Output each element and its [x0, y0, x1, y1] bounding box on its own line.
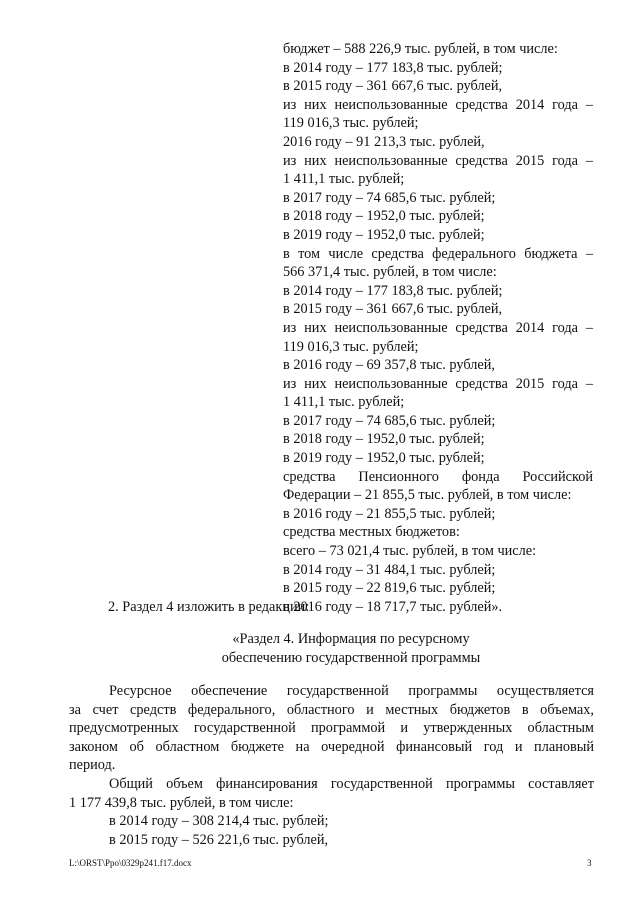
body-text-line: Общий объем финансирования государственной программы составляет — [109, 775, 594, 792]
body-text-line: предусмотренных государственной программой и утвержденных областным — [69, 720, 594, 737]
footer-file-path: L:\ORST\Ppo\0329p241.f17.docx — [69, 858, 192, 868]
body-text-line: Ресурсное обеспечение государственной программы осуществляется — [109, 683, 594, 699]
body-text-line: период. — [69, 757, 116, 774]
budget-list-line: в 2017 году – 74 685,6 тыс. рублей; — [283, 189, 496, 206]
budget-list-line: в 2016 году – 21 855,5 тыс. рублей; — [283, 505, 496, 522]
amendment-item-2: 2. Раздел 4 изложить в редакции: — [108, 599, 310, 615]
budget-list-line: в 2015 году – 22 819,6 тыс. рублей; — [283, 580, 496, 597]
section-heading-line: «Раздел 4. Информация по ресурсному — [232, 631, 470, 647]
budget-list-line: в 2015 году – 361 667,6 тыс. рублей, — [283, 78, 503, 95]
budget-list-line: 2016 году – 91 213,3 тыс. рублей, — [283, 133, 485, 150]
budget-list-line: 1 411,1 тыс. рублей; — [283, 171, 405, 188]
budget-breakdown-list — [283, 40, 593, 616]
budget-list-line: в 2016 году – 18 717,7 тыс. рублей». — [283, 598, 503, 615]
budget-list-line: средства местных бюджетов: — [283, 524, 460, 541]
budget-list-line: в 2014 году – 177 183,8 тыс. рублей; — [283, 282, 503, 299]
budget-list-line: в том числе средства федерального бюджета – — [283, 245, 593, 262]
budget-list-line: из них неиспользованные средства 2015 года – — [283, 152, 593, 169]
budget-list-line: Федерации – 21 855,5 тыс. рублей, в том числе: — [283, 487, 572, 504]
page-number: 3 — [587, 858, 592, 868]
body-text-line: в 2014 году – 308 214,4 тыс. рублей; — [109, 813, 329, 830]
budget-list-line: всего – 73 021,4 тыс. рублей, в том числе: — [283, 543, 537, 560]
section-4-heading — [108, 630, 594, 667]
budget-list-line: в 2018 году – 1952,0 тыс. рублей; — [283, 208, 485, 225]
section-4-body — [69, 682, 594, 849]
budget-list-line: в 2019 году – 1952,0 тыс. рублей; — [283, 450, 485, 467]
budget-list-line: 566 371,4 тыс. рублей, в том числе: — [283, 264, 497, 281]
budget-list-line: в 2015 году – 361 667,6 тыс. рублей, — [283, 301, 503, 318]
budget-list-line: в 2018 году – 1952,0 тыс. рублей; — [283, 431, 485, 448]
budget-list-line: из них неиспользованные средства 2014 года – — [283, 96, 593, 113]
body-text-line: за счет средств федерального, областного и местных бюджетов в объемах, — [69, 701, 594, 718]
budget-list-line: в 2014 году – 177 183,8 тыс. рублей; — [283, 59, 503, 76]
budget-list-line: средства Пенсионного фонда Российской — [283, 468, 593, 485]
body-text-line: 1 177 439,8 тыс. рублей, в том числе: — [69, 794, 294, 811]
body-text-line: законом об областном бюджете на очередной финансовый год и плановый — [69, 738, 594, 755]
budget-list-line: в 2017 году – 74 685,6 тыс. рублей; — [283, 412, 496, 429]
budget-list-line: 1 411,1 тыс. рублей; — [283, 394, 405, 411]
budget-list-line: 119 016,3 тыс. рублей; — [283, 115, 419, 132]
section-heading-line: обеспечению государственной программы — [221, 649, 481, 666]
budget-list-line: в 2014 году – 31 484,1 тыс. рублей; — [283, 561, 496, 578]
budget-list-line: в 2016 году – 69 357,8 тыс. рублей, — [283, 357, 495, 374]
budget-list-line: в 2019 году – 1952,0 тыс. рублей; — [283, 226, 485, 243]
budget-list-line: бюджет – 588 226,9 тыс. рублей, в том числе: — [283, 41, 558, 57]
body-text-line: в 2015 году – 526 221,6 тыс. рублей, — [109, 831, 329, 848]
budget-list-line: 119 016,3 тыс. рублей; — [283, 338, 419, 355]
budget-list-line: из них неиспользованные средства 2014 года – — [283, 319, 593, 336]
budget-list-line: из них неиспользованные средства 2015 года – — [283, 375, 593, 392]
